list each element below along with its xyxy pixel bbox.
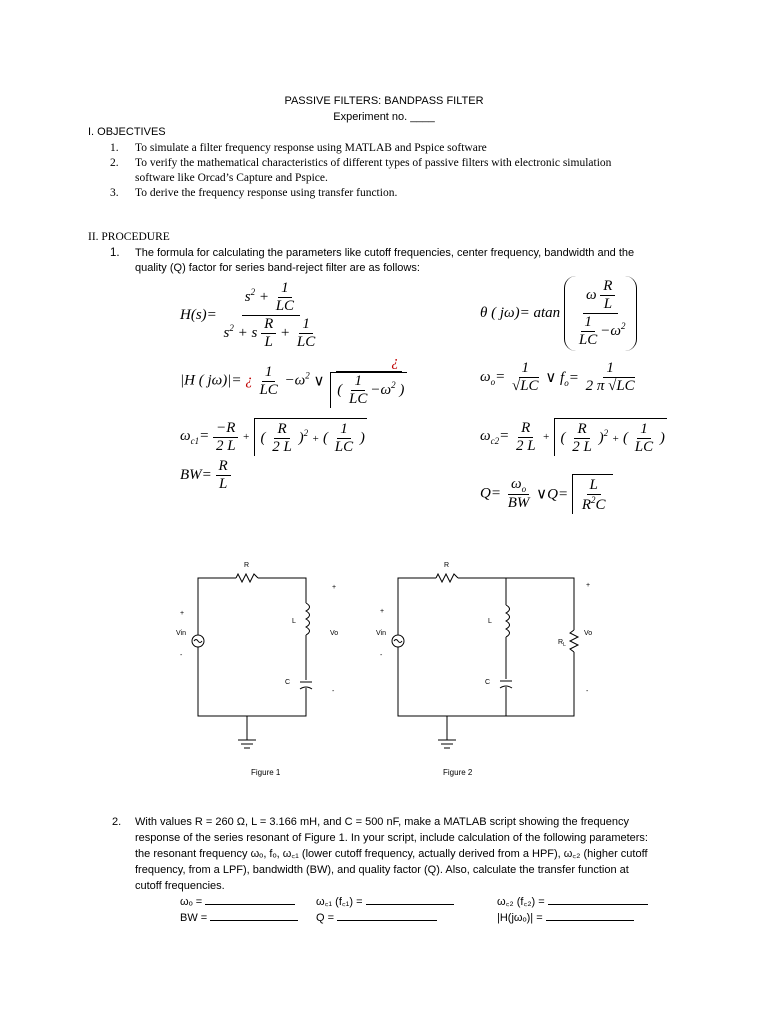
figure2-circuit	[392, 574, 578, 748]
step2-line3: the resonant frequency ωₒ, fₒ, ω꜀₁ (lower cutoff frequency, actually derived from a HPF), ω꜀₂ (higher cutoff	[135, 848, 648, 860]
figure2-label-rl-sub: L	[563, 642, 566, 648]
eq-wc1-root: ( $\frac{R}{2 L}$ )$^2$ + ( $\frac{1}{LC}$ )	[254, 418, 367, 456]
eq-q-root-d-b: C	[595, 497, 606, 513]
eq-q-frac-n-sub: o	[521, 484, 527, 494]
figure1-label-vin: Vin	[176, 630, 186, 637]
figure2-label-vin: Vin	[376, 630, 386, 637]
figure1-vo-minus: -	[332, 688, 335, 695]
eq-f0-frac-d-a: 2 π	[585, 378, 605, 394]
eq-wc1-sub: c1	[190, 436, 200, 446]
eq-theta-lhs: θ ( jω)= atan	[480, 305, 561, 321]
objective-1-num: 1.	[110, 142, 119, 154]
eq-h-den-plus: +	[280, 324, 291, 341]
field-wc2[interactable]	[497, 894, 648, 910]
field-hjw-blank[interactable]	[546, 910, 634, 921]
eq-mag-root-inner	[346, 373, 370, 408]
step2-num: 2.	[112, 816, 122, 828]
eq-mag-frac	[256, 364, 280, 399]
eq-bandwidth	[180, 458, 231, 493]
figure2-vin-minus: -	[380, 652, 383, 659]
step2-line4: frequency, from a LPF), bandwidth (BW), and quality factor (Q). Also, calculate the transfer function at	[135, 864, 629, 876]
eq-quality	[480, 474, 613, 514]
eq-bw-d: L	[218, 476, 228, 492]
field-wc2-label: ω꜀₂ (f꜀₂) =	[497, 896, 545, 908]
eq-wc2-lc-n: 1	[637, 421, 651, 439]
figure1-vin-minus: -	[180, 652, 183, 659]
eq-wc1-frac-n: −R	[213, 420, 238, 438]
eq-h-denominator	[221, 316, 322, 351]
eq-mag-root-d: LC	[349, 391, 368, 407]
eq-theta-paren	[564, 276, 638, 351]
eq-h-den-frac2	[294, 316, 318, 351]
eq-magnitude	[180, 354, 407, 408]
figure1-circuit	[192, 574, 312, 748]
field-hjw[interactable]	[497, 910, 634, 926]
eq-transfer-function	[180, 280, 321, 351]
field-q-blank[interactable]	[337, 910, 437, 921]
eq-f0-frac-d-b: LC	[616, 378, 635, 394]
eq-q-root	[572, 474, 613, 514]
eq-w0-frac	[509, 360, 542, 395]
field-wc1-label: ω꜀₁ (f꜀₁) =	[316, 896, 363, 908]
eq-mag-lhs: |H ( jω)|=	[180, 372, 242, 389]
eq-wc1-plus2: +	[311, 432, 320, 445]
eq-h-num-sq: 2	[250, 286, 256, 297]
eq-theta-den	[573, 314, 629, 349]
eq-mag-mid: −ω	[284, 372, 306, 389]
figure2-load-resistor	[570, 630, 578, 652]
objective-1-text: To simulate a filter frequency response using MATLAB and Pspice software	[135, 142, 487, 154]
eq-wc1-eq: =	[199, 428, 210, 444]
objective-2-num: 2.	[110, 157, 119, 169]
eq-mag-root-n: 1	[351, 373, 365, 391]
eq-h-num-plus: +	[258, 288, 269, 305]
eq-h-den-sq: 2	[229, 322, 234, 333]
field-bw[interactable]	[180, 910, 298, 926]
eq-f0-frac	[583, 360, 638, 395]
objective-3-num: 3.	[110, 187, 119, 199]
eq-mag-root-sq: 2	[391, 379, 396, 390]
eq-wc1-r-d: 2 L	[272, 439, 292, 455]
figure2-vin-plus: +	[380, 608, 385, 615]
eq-q-frac-n	[508, 476, 529, 495]
figure1-label-r: R	[244, 562, 250, 569]
eq-w0-or: ∨ f	[545, 369, 565, 386]
eq-q-root-d-a: R	[581, 497, 591, 513]
eq-mag-root-minus: −ω	[370, 381, 392, 398]
experiment-number: Experiment no. ____	[333, 111, 435, 123]
figure1-vin-plus: +	[180, 610, 185, 617]
eq-w0-frac-d-wrap: √LC	[511, 378, 539, 394]
procedure-step1-num: 1.	[110, 247, 120, 259]
eq-mag-q: ¿	[245, 372, 253, 389]
procedure-step1-line1: The formula for calculating the parameters like cutoff frequencies, center frequency, bandwidth and the	[135, 247, 635, 259]
figure1-label-vo: Vo	[330, 630, 339, 637]
eq-theta-num-w: ω	[585, 286, 597, 303]
objective-2-cont-text: software like Orcad’s Capture and Pspice.	[135, 172, 328, 184]
eq-wc2-r	[569, 421, 595, 456]
eq-resonant	[480, 360, 638, 395]
eq-h-lhs: H(s)=	[180, 307, 217, 323]
field-wc2-blank[interactable]	[548, 894, 648, 905]
field-w0-label: ωₒ =	[180, 896, 203, 908]
objective-2-cont	[110, 171, 710, 186]
eq-bw-n: R	[216, 458, 231, 476]
eq-q-root-d-sup: 2	[591, 495, 596, 505]
figure2-label-r: R	[444, 562, 450, 569]
eq-wc1-lc	[332, 421, 356, 456]
eq-f0-eq: =	[568, 369, 579, 386]
eq-mag-frac-d: LC	[259, 381, 278, 398]
step2-line2: response of the series resonant of Figure 1. In your script, include calculation of the following parameters:	[135, 832, 648, 844]
eq-q-frac	[505, 476, 533, 512]
eq-wc2-plus: +	[542, 431, 550, 443]
eq-q-or: ∨Q=	[536, 486, 569, 503]
objective-1	[110, 141, 710, 156]
eq-f0-sub: o	[564, 377, 569, 388]
field-bw-label: BW =	[180, 912, 208, 924]
eq-mag-or: ∨	[313, 373, 325, 390]
figure2-vo-minus: -	[586, 688, 589, 695]
eq-w0-eq: =	[495, 368, 506, 385]
eq-wc2-sub: c2	[490, 436, 500, 446]
procedure-step1-line2: quality (Q) factor for series band-reject filter are as follows:	[135, 262, 420, 274]
figure2-caption: Figure 2	[443, 768, 473, 777]
eq-phase	[480, 276, 637, 351]
figure2-label-l: L	[488, 618, 492, 625]
eq-q-root-n: L	[587, 477, 601, 495]
eq-theta-frac	[573, 278, 629, 349]
eq-h-den-s: s	[223, 324, 230, 341]
figure1-label-c: C	[285, 679, 291, 686]
eq-mag-root: ( $\frac{1}{LC}$ $-\omega^2$ )	[330, 372, 407, 408]
eq-theta-num-frac-n: R	[600, 278, 615, 296]
step2-line1: With values R = 260 Ω, L = 3.166 mH, and C = 500 nF, make a MATLAB script showing the frequency	[135, 816, 629, 828]
eq-theta-sq: 2	[620, 320, 626, 331]
eq-wc1-frac	[213, 420, 239, 455]
circuit-figures	[170, 555, 610, 785]
eq-q-lhs: Q=	[480, 485, 501, 502]
figure2-label-c: C	[485, 679, 491, 686]
figure2-label-rl-main: R	[558, 639, 564, 646]
eq-f0-frac-d: 2 π √LC	[585, 378, 635, 394]
eq-h-num-frac-n: 1	[278, 280, 292, 298]
field-w0[interactable]	[180, 894, 295, 910]
eq-wc1-lc-n: 1	[337, 421, 351, 439]
eq-bw-frac	[216, 458, 231, 493]
eq-mag-frac-n: 1	[262, 364, 276, 382]
eq-theta-num	[583, 278, 619, 314]
eq-wc2	[480, 418, 667, 456]
eq-w0-lhs: ω	[480, 368, 491, 385]
field-hjw-label: |H(jωₒ)| =	[497, 912, 543, 924]
field-w0-blank[interactable]	[205, 894, 295, 905]
field-wc1[interactable]	[316, 894, 454, 910]
figure1-label-l: L	[292, 618, 296, 625]
figure1-vo-plus: +	[332, 584, 337, 591]
figure2-label-vo: Vo	[584, 630, 593, 637]
figure1-resistor	[236, 574, 258, 582]
eq-wc2-r-d: 2 L	[572, 439, 592, 455]
eq-theta-num-frac	[600, 278, 615, 313]
eq-h-den-frac	[261, 316, 276, 351]
objectives-heading: I. OBJECTIVES	[88, 126, 166, 138]
figure2-vo-plus: +	[586, 582, 591, 589]
eq-wc1	[180, 418, 367, 456]
eq-wc1-frac-d: 2 L	[215, 437, 236, 454]
eq-h-den-s2: + s	[237, 324, 258, 341]
eq-theta-den-frac-d: LC	[578, 332, 598, 348]
eq-wc2-eq: =	[499, 428, 510, 444]
eq-q-frac-d: BW	[507, 495, 530, 511]
eq-wc2-lc-d: LC	[634, 439, 654, 455]
field-q-label: Q =	[316, 912, 335, 924]
eq-wc1-lhs: ω	[180, 428, 191, 444]
eq-h-den-frac2-d: LC	[296, 334, 316, 350]
field-wc1-blank[interactable]	[366, 894, 454, 905]
eq-h-fraction	[221, 280, 322, 351]
eq-wc2-root: ( $\frac{R}{2 L}$ )$^2$ + ( $\frac{1}{LC}$ )	[554, 418, 667, 456]
eq-wc2-r-n: R	[574, 421, 589, 439]
document-title: PASSIVE FILTERS: BANDPASS FILTER	[284, 95, 484, 107]
eq-bw-lhs: BW=	[180, 467, 212, 483]
eq-theta-num-frac-d: L	[603, 296, 613, 312]
eq-h-num-s: s	[244, 288, 251, 305]
eq-wc2-plus2: +	[611, 432, 620, 445]
eq-mag-root-frac	[330, 354, 407, 408]
field-bw-blank[interactable]	[210, 910, 298, 921]
eq-theta-den-frac	[576, 314, 600, 349]
objectives-list	[110, 141, 710, 201]
eq-theta-den-frac-n: 1	[581, 314, 595, 332]
objective-2-text: To verify the mathematical characteristics of different types of passive filters with electronic simulation	[135, 157, 612, 169]
eq-h-num-frac-d: LC	[275, 298, 295, 314]
objective-2	[110, 156, 710, 171]
eq-wc2-lhs: ω	[480, 428, 491, 444]
eq-wc1-r-n: R	[274, 421, 289, 439]
eq-h-numerator	[242, 280, 300, 316]
eq-h-den-frac2-n: 1	[299, 316, 313, 334]
eq-f0-frac-n: 1	[603, 360, 617, 378]
eq-wc1-sq: 2	[303, 427, 309, 438]
eq-wc1-plus: +	[242, 431, 250, 443]
eq-q-root-frac	[579, 477, 609, 514]
procedure-heading: II. PROCEDURE	[88, 231, 170, 243]
eq-h-num-frac	[273, 280, 297, 315]
eq-w0-frac-n: 1	[519, 360, 533, 378]
eq-wc2-lc	[632, 421, 656, 456]
eq-mag-sq: 2	[305, 370, 310, 381]
eq-w0-frac-d: LC	[520, 378, 539, 394]
figure2-resistor	[436, 574, 458, 582]
eq-w0-sub: o	[490, 376, 496, 387]
eq-q-root-d	[579, 495, 609, 514]
eq-h-den-frac-d: L	[264, 334, 273, 350]
step2-paragraph	[135, 814, 735, 894]
eq-h-den-frac-n: R	[261, 316, 276, 334]
eq-mag-q2: ¿	[336, 354, 402, 372]
objective-3-text: To derive the frequency response using transfer function.	[135, 187, 398, 199]
eq-wc2-frac-d: 2 L	[515, 437, 536, 454]
eq-wc2-frac	[513, 420, 539, 455]
step2-line5: cutoff frequencies.	[135, 880, 225, 892]
eq-wc1-r	[269, 421, 295, 456]
figure1-caption: Figure 1	[251, 768, 281, 777]
eq-wc2-frac-n: R	[518, 420, 533, 438]
objective-3	[110, 186, 710, 201]
eq-q-frac-n-w: ω	[511, 476, 522, 492]
field-q[interactable]	[316, 910, 437, 926]
figure2-label-rl	[558, 639, 566, 648]
figure2-inductor	[506, 605, 510, 637]
eq-wc2-sq: 2	[603, 427, 609, 438]
eq-theta-den-minus: −ω	[600, 322, 621, 339]
eq-wc1-lc-d: LC	[334, 439, 354, 455]
figure1-inductor	[306, 603, 310, 635]
